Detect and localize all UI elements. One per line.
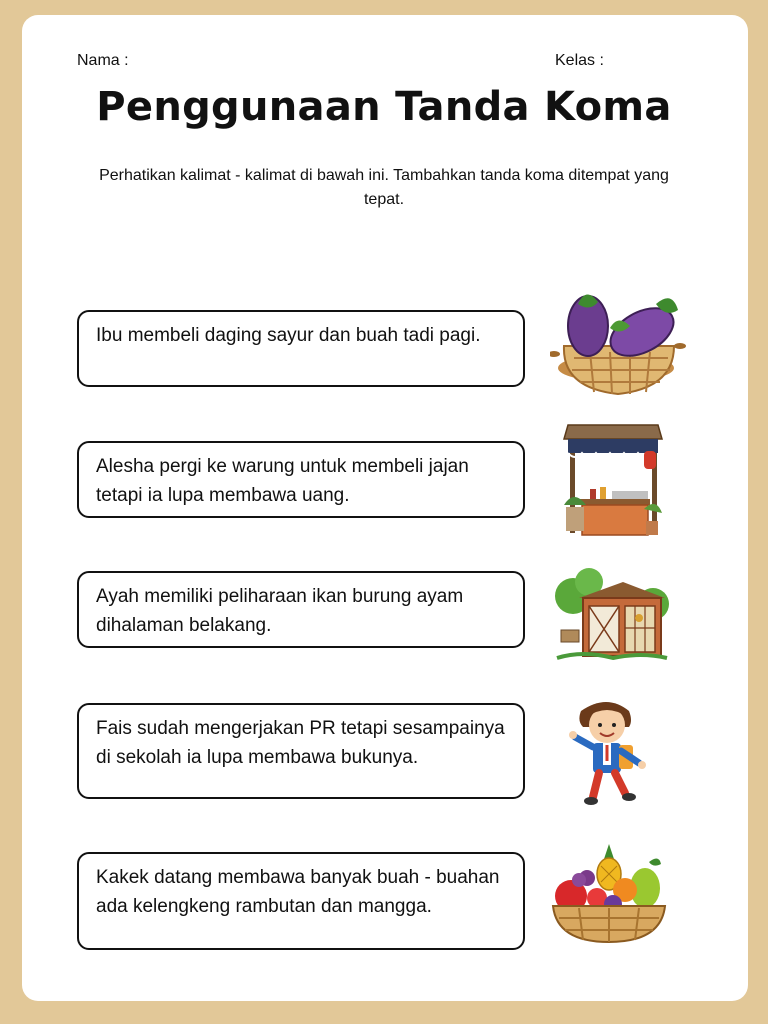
name-label: Nama :	[77, 52, 129, 69]
class-label: Kelas :	[555, 52, 604, 69]
exercise-sentence-5: Kakek datang membawa banyak buah - buahan ada kelengkeng rambutan dan mangga.	[96, 867, 500, 917]
exercise-box-1	[77, 310, 525, 387]
food-stall-icon	[560, 423, 666, 541]
instructions: Perhatikan kalimat - kalimat di bawah ini. Tambahkan tanda koma ditempat yang tepat.	[99, 167, 669, 208]
eggplant-basket-icon	[550, 284, 692, 400]
exercise-box-4	[77, 703, 525, 799]
animal-cage-icon	[553, 568, 671, 662]
exercise-box-2	[77, 441, 525, 518]
exercise-box-5	[77, 852, 525, 950]
exercise-box-3	[77, 571, 525, 648]
exercise-sentence-4: Fais sudah mengerjakan PR tetapi sesampainya di sekolah ia lupa membawa bukunya.	[96, 718, 505, 768]
exercise-sentence-1: Ibu membeli daging sayur dan buah tadi pagi.	[96, 325, 481, 346]
exercise-sentence-2: Alesha pergi ke warung untuk membeli jajan tetapi ia lupa membawa uang.	[96, 456, 469, 506]
exercise-sentence-3: Ayah memiliki peliharaan ikan burung ayam dihalaman belakang.	[96, 586, 464, 636]
fruit-basket-icon	[549, 842, 669, 944]
page-title: Penggunaan Tanda Koma	[96, 84, 672, 130]
schoolboy-icon	[567, 697, 651, 807]
